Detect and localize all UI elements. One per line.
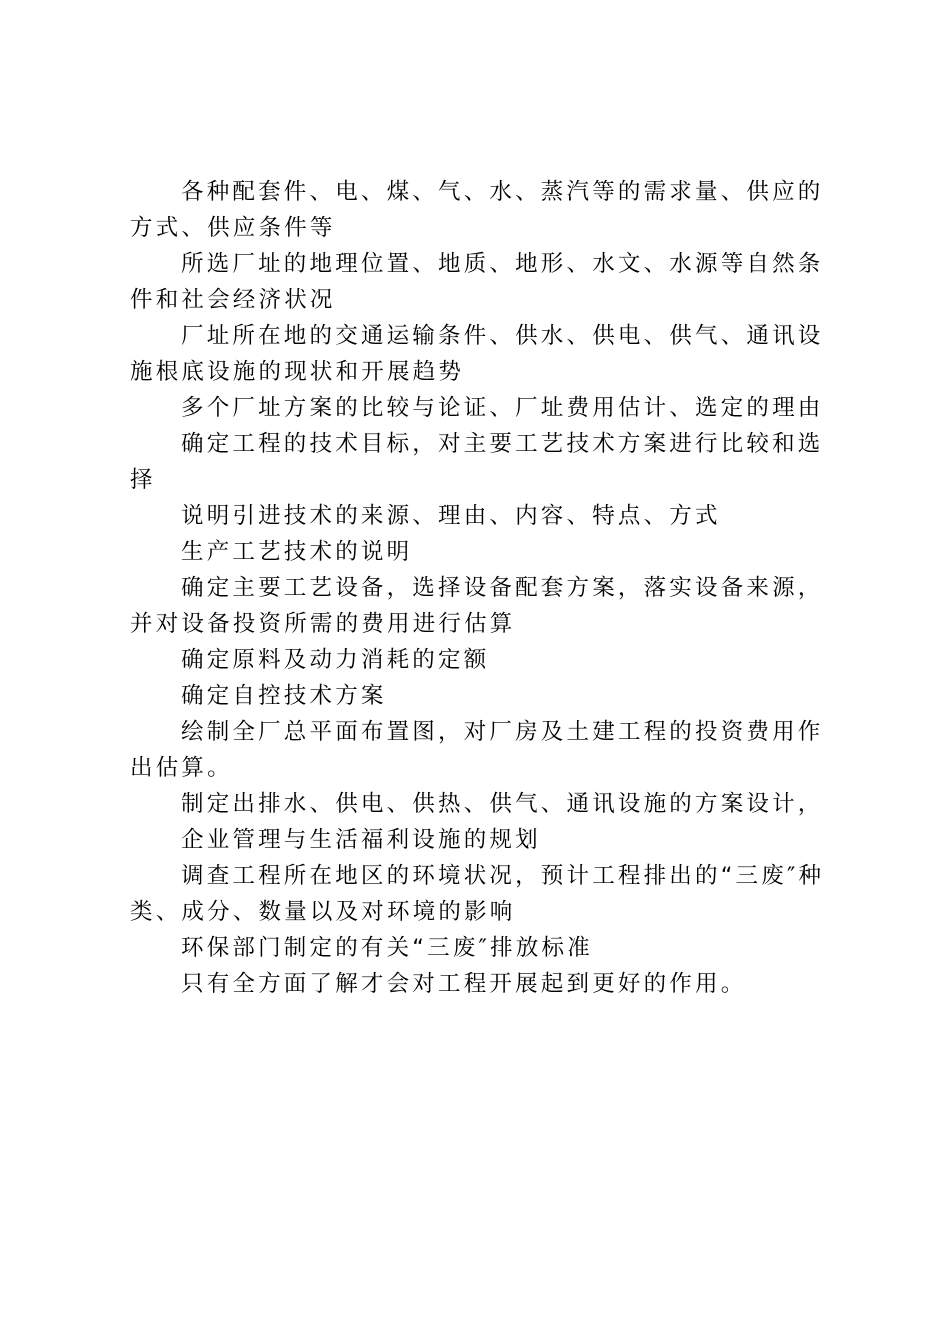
paragraph-3: 厂址所在地的交通运输条件、供水、供电、供气、通讯设施根底设施的现状和开展趋势 bbox=[130, 323, 824, 385]
paragraph-9: 确定原料及动力消耗的定额 bbox=[181, 647, 490, 673]
paragraph-1: 各种配套件、电、煤、气、水、蒸汽等的需求量、供应的方式、供应条件等 bbox=[130, 179, 824, 241]
paragraph-8: 确定主要工艺设备，选择设备配套方案，落实设备来源，并对设备投资所需的费用进行估算 bbox=[130, 575, 824, 637]
paragraph-11: 绘制全厂总平面布置图，对厂房及土建工程的投资费用作出估算。 bbox=[130, 719, 824, 781]
paragraph-16: 只有全方面了解才会对工程开展起到更好的作用。 bbox=[181, 971, 747, 997]
paragraph-5: 确定工程的技术目标，对主要工艺技术方案进行比较和选择 bbox=[130, 431, 824, 493]
paragraph-7: 生产工艺技术的说明 bbox=[181, 539, 413, 565]
paragraph-12: 制定出排水、供电、供热、供气、通讯设施的方案设计， bbox=[181, 791, 824, 817]
document-body bbox=[130, 174, 832, 1002]
paragraph-13: 企业管理与生活福利设施的规划 bbox=[181, 827, 541, 853]
paragraph-10: 确定自控技术方案 bbox=[181, 683, 387, 709]
paragraph-14: 调查工程所在地区的环境状况，预计工程排出的“三废″种类、成分、数量以及对环境的影响 bbox=[130, 863, 825, 925]
paragraph-6: 说明引进技术的来源、理由、内容、特点、方式 bbox=[181, 503, 721, 529]
paragraph-15: 环保部门制定的有关“三废″排放标准 bbox=[181, 935, 593, 961]
paragraph-2: 所选厂址的地理位置、地质、地形、水文、水源等自然条件和社会经济状况 bbox=[130, 251, 824, 313]
paragraph-4: 多个厂址方案的比较与论证、厂址费用估计、选定的理由 bbox=[181, 395, 824, 421]
